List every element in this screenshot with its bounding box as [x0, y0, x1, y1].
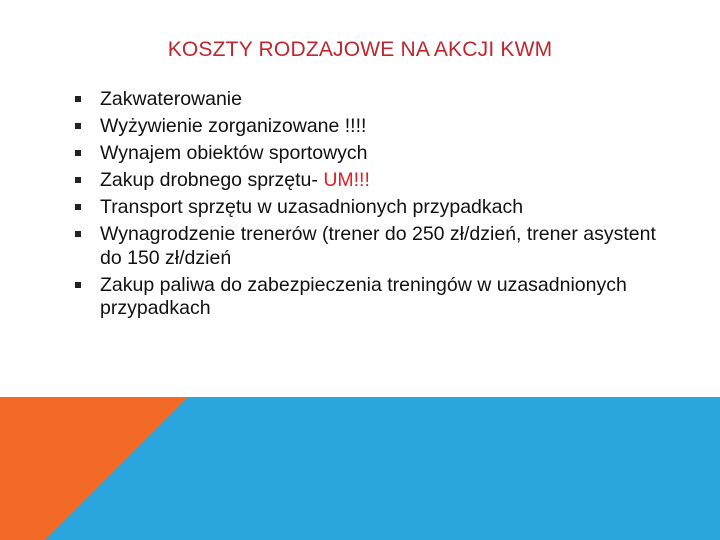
- list-item: [75, 88, 675, 112]
- bullet-text: Zakup drobnego sprzętu-: [100, 169, 324, 191]
- list-item: [75, 223, 675, 270]
- square-bullet-icon: [75, 204, 81, 210]
- square-bullet-icon: [75, 282, 81, 288]
- bullet-text: Wynajem obiektów sportowych: [100, 142, 368, 164]
- bullet-text: Transport sprzętu w uzasadnionych przypadkach: [100, 196, 524, 218]
- bullet-text: Wyżywienie zorganizowane !!!!: [100, 115, 367, 137]
- list-item: [75, 115, 675, 139]
- bullet-text: Zakwaterowanie: [100, 88, 242, 110]
- square-bullet-icon: [75, 123, 81, 129]
- bullet-highlight: UM!!!: [323, 169, 370, 191]
- square-bullet-icon: [75, 96, 81, 102]
- list-item: [75, 142, 675, 166]
- square-bullet-icon: [75, 177, 81, 183]
- bullet-list: [75, 88, 675, 324]
- list-item: [75, 274, 675, 321]
- bullet-text: Zakup paliwa do zabezpieczenia treningów w uzasadnionych przypadkach: [100, 273, 627, 319]
- decorative-bottom-band: [0, 397, 720, 540]
- list-item: [75, 169, 675, 193]
- bullet-text: Wynagrodzenie trenerów (trener do 250 zł/dzień, trener asystent do 150 zł/dzień: [100, 223, 656, 269]
- square-bullet-icon: [75, 150, 81, 156]
- slide-title: KOSZTY RODZAJOWE NA AKCJI KWM: [167, 38, 553, 61]
- square-bullet-icon: [75, 231, 81, 237]
- list-item: [75, 196, 675, 220]
